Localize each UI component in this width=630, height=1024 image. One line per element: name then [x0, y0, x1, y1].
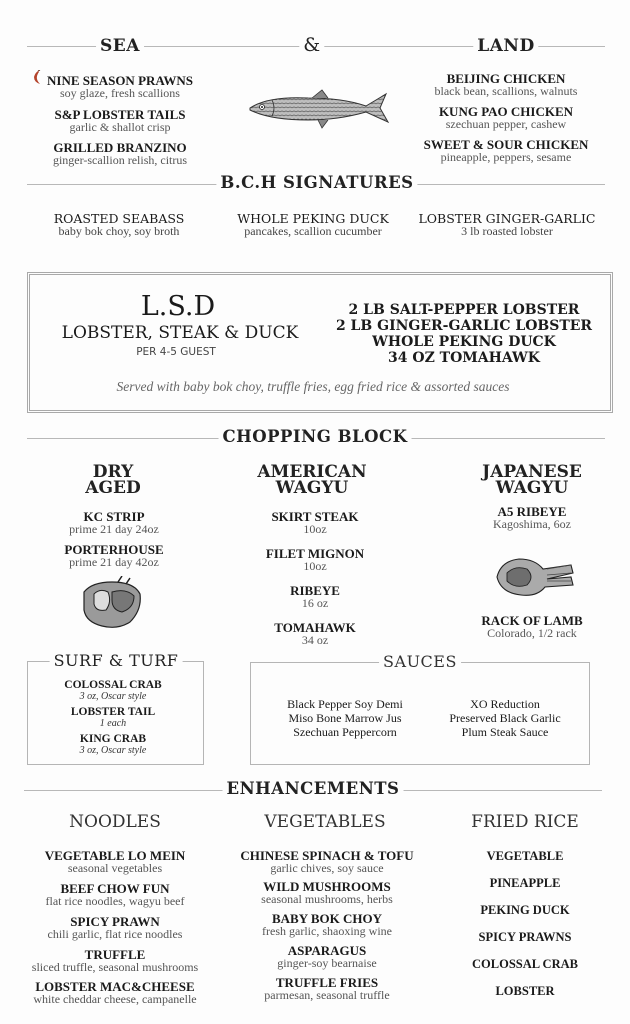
lsd-note: Served with baby bok choy, truffle fries, egg fried rice & assorted sauces [116, 379, 510, 394]
section-title-enhancements: ENHANCEMENTS [223, 779, 404, 798]
menu-item-whole-peking-duck: WHOLE PEKING DUCK pancakes, scallion cucumber [237, 211, 389, 238]
menu-item-nine-season-prawns: NINE SEASON PRAWNS soy glaze, fresh scallions [47, 73, 193, 100]
category-noodles: NOODLES [69, 812, 161, 832]
menu-item-colossal-crab: COLOSSAL CRAB 3 oz, Oscar style [64, 679, 162, 702]
sauce-item: XO Reduction [470, 697, 540, 711]
menu-item-lobster-tail: LOBSTER TAIL 1 each [70, 706, 156, 729]
menu-item-vegetable-lo-mein: VEGETABLE LO MEIN seasonal vegetables [44, 848, 186, 875]
category-japanese-wagyu: JAPANESE WAGYU [482, 462, 582, 498]
lamb-rack-illustration [493, 555, 575, 599]
menu-item-kung-pao-chicken: KUNG PAO CHICKEN szechuan pepper, cashew [438, 104, 574, 131]
menu-item-lobster-ginger-garlic: LOBSTER GINGER-GARLIC 3 lb roasted lobster [418, 211, 596, 238]
section-title-surf-turf: SURF & TURF [50, 651, 183, 670]
chili-pepper-icon [30, 70, 42, 86]
menu-item-a5-ribeye: A5 RIBEYE Kagoshima, 6oz [493, 504, 571, 531]
menu-item-fried-rice-colossal-crab: COLOSSAL CRAB [472, 957, 578, 971]
sauces-list-right [449, 697, 560, 739]
lsd-title: L.S.D [140, 291, 216, 322]
menu-item-fried-rice-pineapple: PINEAPPLE [489, 876, 561, 890]
menu-item-porterhouse: PORTERHOUSE prime 21 day 42oz [64, 542, 164, 569]
menu-item-spicy-prawn: SPICY PRAWN chili garlic, flat rice noodles [47, 914, 183, 941]
category-fried-rice: FRIED RICE [471, 812, 579, 832]
section-title-chopping-block: CHOPPING BLOCK [219, 427, 412, 446]
category-american-wagyu: AMERICAN WAGYU [257, 462, 367, 498]
category-dry-aged: DRY AGED [85, 462, 141, 498]
menu-item-fried-rice-vegetable: VEGETABLE [486, 849, 564, 863]
lsd-contents: 2 LB SALT-PEPPER LOBSTER 2 LB GINGER-GARLIC LOBSTER WHOLE PEKING DUCK 34 OZ TOMAHAWK [335, 302, 593, 366]
sauces-list-left [287, 697, 403, 739]
menu-item-beef-chow-fun: BEEF CHOW FUN flat rice noodles, wagyu beef [45, 881, 185, 908]
section-title-signatures: B.C.H SIGNATURES [216, 173, 417, 192]
lsd-subtitle: LOBSTER, STEAK & DUCK [61, 323, 299, 343]
menu-item-truffle-fries: TRUFFLE FRIES parmesan, seasonal truffle [264, 975, 390, 1002]
sauce-item: Miso Bone Marrow Jus [288, 711, 402, 725]
menu-item-rack-of-lamb: RACK OF LAMB Colorado, 1/2 rack [481, 613, 583, 640]
menu-item-ribeye: RIBEYE 16 oz [290, 583, 340, 610]
menu-item-asparagus: ASPARAGUS ginger-soy bearnaise [277, 943, 377, 970]
menu-item-lobster-mac-cheese: LOBSTER MAC&CHEESE white cheddar cheese, campanelle [33, 979, 197, 1006]
fish-illustration [248, 86, 392, 132]
menu-item-chinese-spinach-tofu: CHINESE SPINACH & TOFU garlic chives, soy sauce [240, 848, 414, 875]
menu-item-grilled-branzino: GRILLED BRANZINO ginger-scallion relish, citrus [52, 140, 188, 167]
sauce-item: Black Pepper Soy Demi [287, 697, 403, 711]
sauce-item: Szechuan Peppercorn [293, 725, 397, 739]
menu-item-sp-lobster-tails: S&P LOBSTER TAILS garlic & shallot crisp [54, 107, 186, 134]
menu-item-skirt-steak: SKIRT STEAK 10oz [271, 509, 359, 536]
menu-item-filet-mignon: FILET MIGNON 10oz [265, 546, 365, 573]
menu-item-tomahawk: TOMAHAWK 34 oz [274, 620, 356, 647]
sauce-item: Preserved Black Garlic [449, 711, 561, 725]
steak-illustration [78, 576, 144, 632]
ampersand: & [299, 34, 324, 56]
menu-item-fried-rice-peking-duck: PEKING DUCK [480, 903, 570, 917]
sauce-item: Plum Steak Sauce [461, 725, 549, 739]
menu-item-truffle-noodles: TRUFFLE sliced truffle, seasonal mushrooms [31, 947, 199, 974]
menu-item-baby-bok-choy: BABY BOK CHOY fresh garlic, shaoxing wine [262, 911, 392, 938]
menu-item-sweet-sour-chicken: SWEET & SOUR CHICKEN pineapple, peppers, sesame [423, 137, 589, 164]
section-title-sea: SEA [96, 36, 144, 56]
menu-item-wild-mushrooms: WILD MUSHROOMS seasonal mushrooms, herbs [261, 879, 393, 906]
menu-item-beijing-chicken: BEIJING CHICKEN black bean, scallions, walnuts [434, 71, 578, 98]
menu-item-king-crab: KING CRAB 3 oz, Oscar style [79, 733, 147, 756]
section-title-land: LAND [473, 36, 538, 56]
menu-item-fried-rice-spicy-prawns: SPICY PRAWNS [478, 930, 572, 944]
category-vegetables: VEGETABLES [264, 812, 386, 832]
section-title-sauces: SAUCES [379, 652, 461, 671]
menu-item-fried-rice-lobster: LOBSTER [495, 984, 555, 998]
lsd-serving: PER 4-5 GUEST [136, 346, 216, 358]
menu-item-kc-strip: KC STRIP prime 21 day 24oz [69, 509, 159, 536]
menu-item-roasted-seabass: ROASTED SEABASS baby bok choy, soy broth [53, 211, 185, 238]
